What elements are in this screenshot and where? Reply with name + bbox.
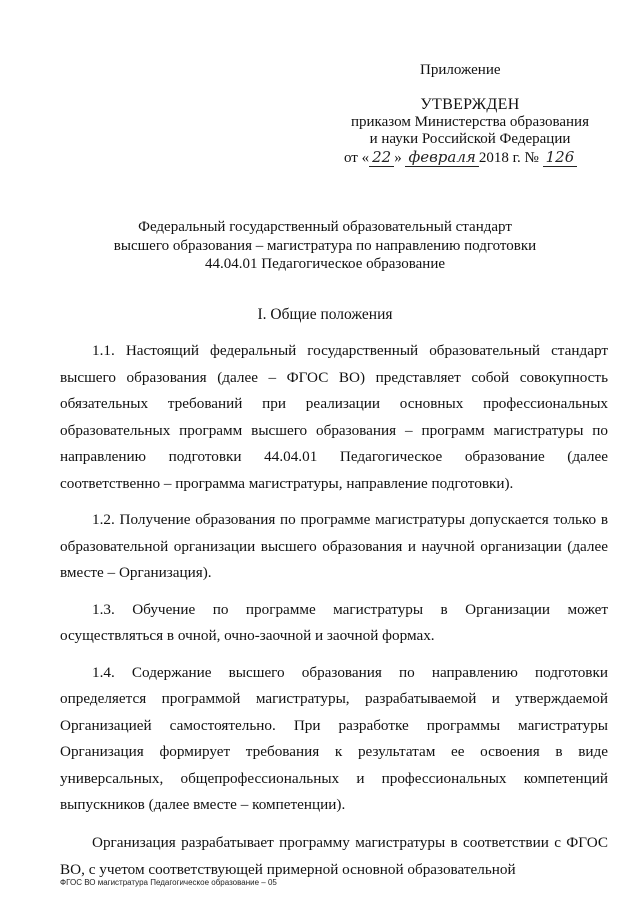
paragraph-organization: Организация разрабатывает программу магистратуры в соответствии с ФГОС ВО, с учетом соответствующей примерной основной образовательной <box>60 833 608 878</box>
page-footer: ФГОС ВО магистратура Педагогическое образование – 05 <box>60 878 277 887</box>
order-day: 22 <box>369 148 394 167</box>
order-month: февраля <box>405 148 478 167</box>
paragraph-1-3: 1.3. Обучение по программе магистратуры в Организации может осуществляться в очной, очно-заочной и заочной формах. <box>60 600 608 644</box>
order-date-line <box>330 149 610 168</box>
title-line-3: 44.04.01 Педагогическое образование <box>204 256 446 272</box>
order-prefix: от « <box>344 149 370 166</box>
order-line-2: и науки Российской Федерации <box>369 131 571 147</box>
document-title <box>60 218 590 274</box>
order-number: 126 <box>543 148 578 167</box>
section-heading: I. Общие положения <box>257 306 393 323</box>
title-line-1: Федеральный государственный образовательный стандарт <box>138 219 512 235</box>
order-year: 2018 г. № <box>478 149 539 166</box>
order-day-close: » <box>394 149 402 166</box>
document-body <box>60 330 608 883</box>
paragraph-1-2: 1.2. Получение образования по программе магистратуры допускается только в образовательной организации высшего образования и научной организации (далее вместе – Организация). <box>60 511 608 581</box>
title-line-2: высшего образования – магистратура по направлению подготовки <box>113 237 537 254</box>
approval-block <box>330 96 610 167</box>
appendix-label: Приложение <box>420 62 501 78</box>
approved-label: УТВЕРЖДЕН <box>420 96 520 113</box>
order-line-1: приказом Министерства образования <box>351 113 589 130</box>
paragraph-1-4: 1.4. Содержание высшего образования по направлению подготовки определяется программой магистратуры, разрабатываемой и утверждаемой Организацией самостоятельно. При разработке программы магистратуры Организация формирует требования к результатам ее освоения в виде универсальных, общепрофессиональных и профессиональных компетенций выпускников (далее вместе – компетенции). <box>60 663 608 813</box>
paragraph-1-1: 1.1. Настоящий федеральный государственный образовательный стандарт высшего образования (далее – ФГОС ВО) представляет собой совокупность обязательных требований при реализации основных профессиональных образовательных программ высшего образования – программ магистратуры по направлению подготовки 44.04.01 Педагогическое образование (далее соответственно – программа магистратуры, направление подготовки). <box>60 342 608 492</box>
